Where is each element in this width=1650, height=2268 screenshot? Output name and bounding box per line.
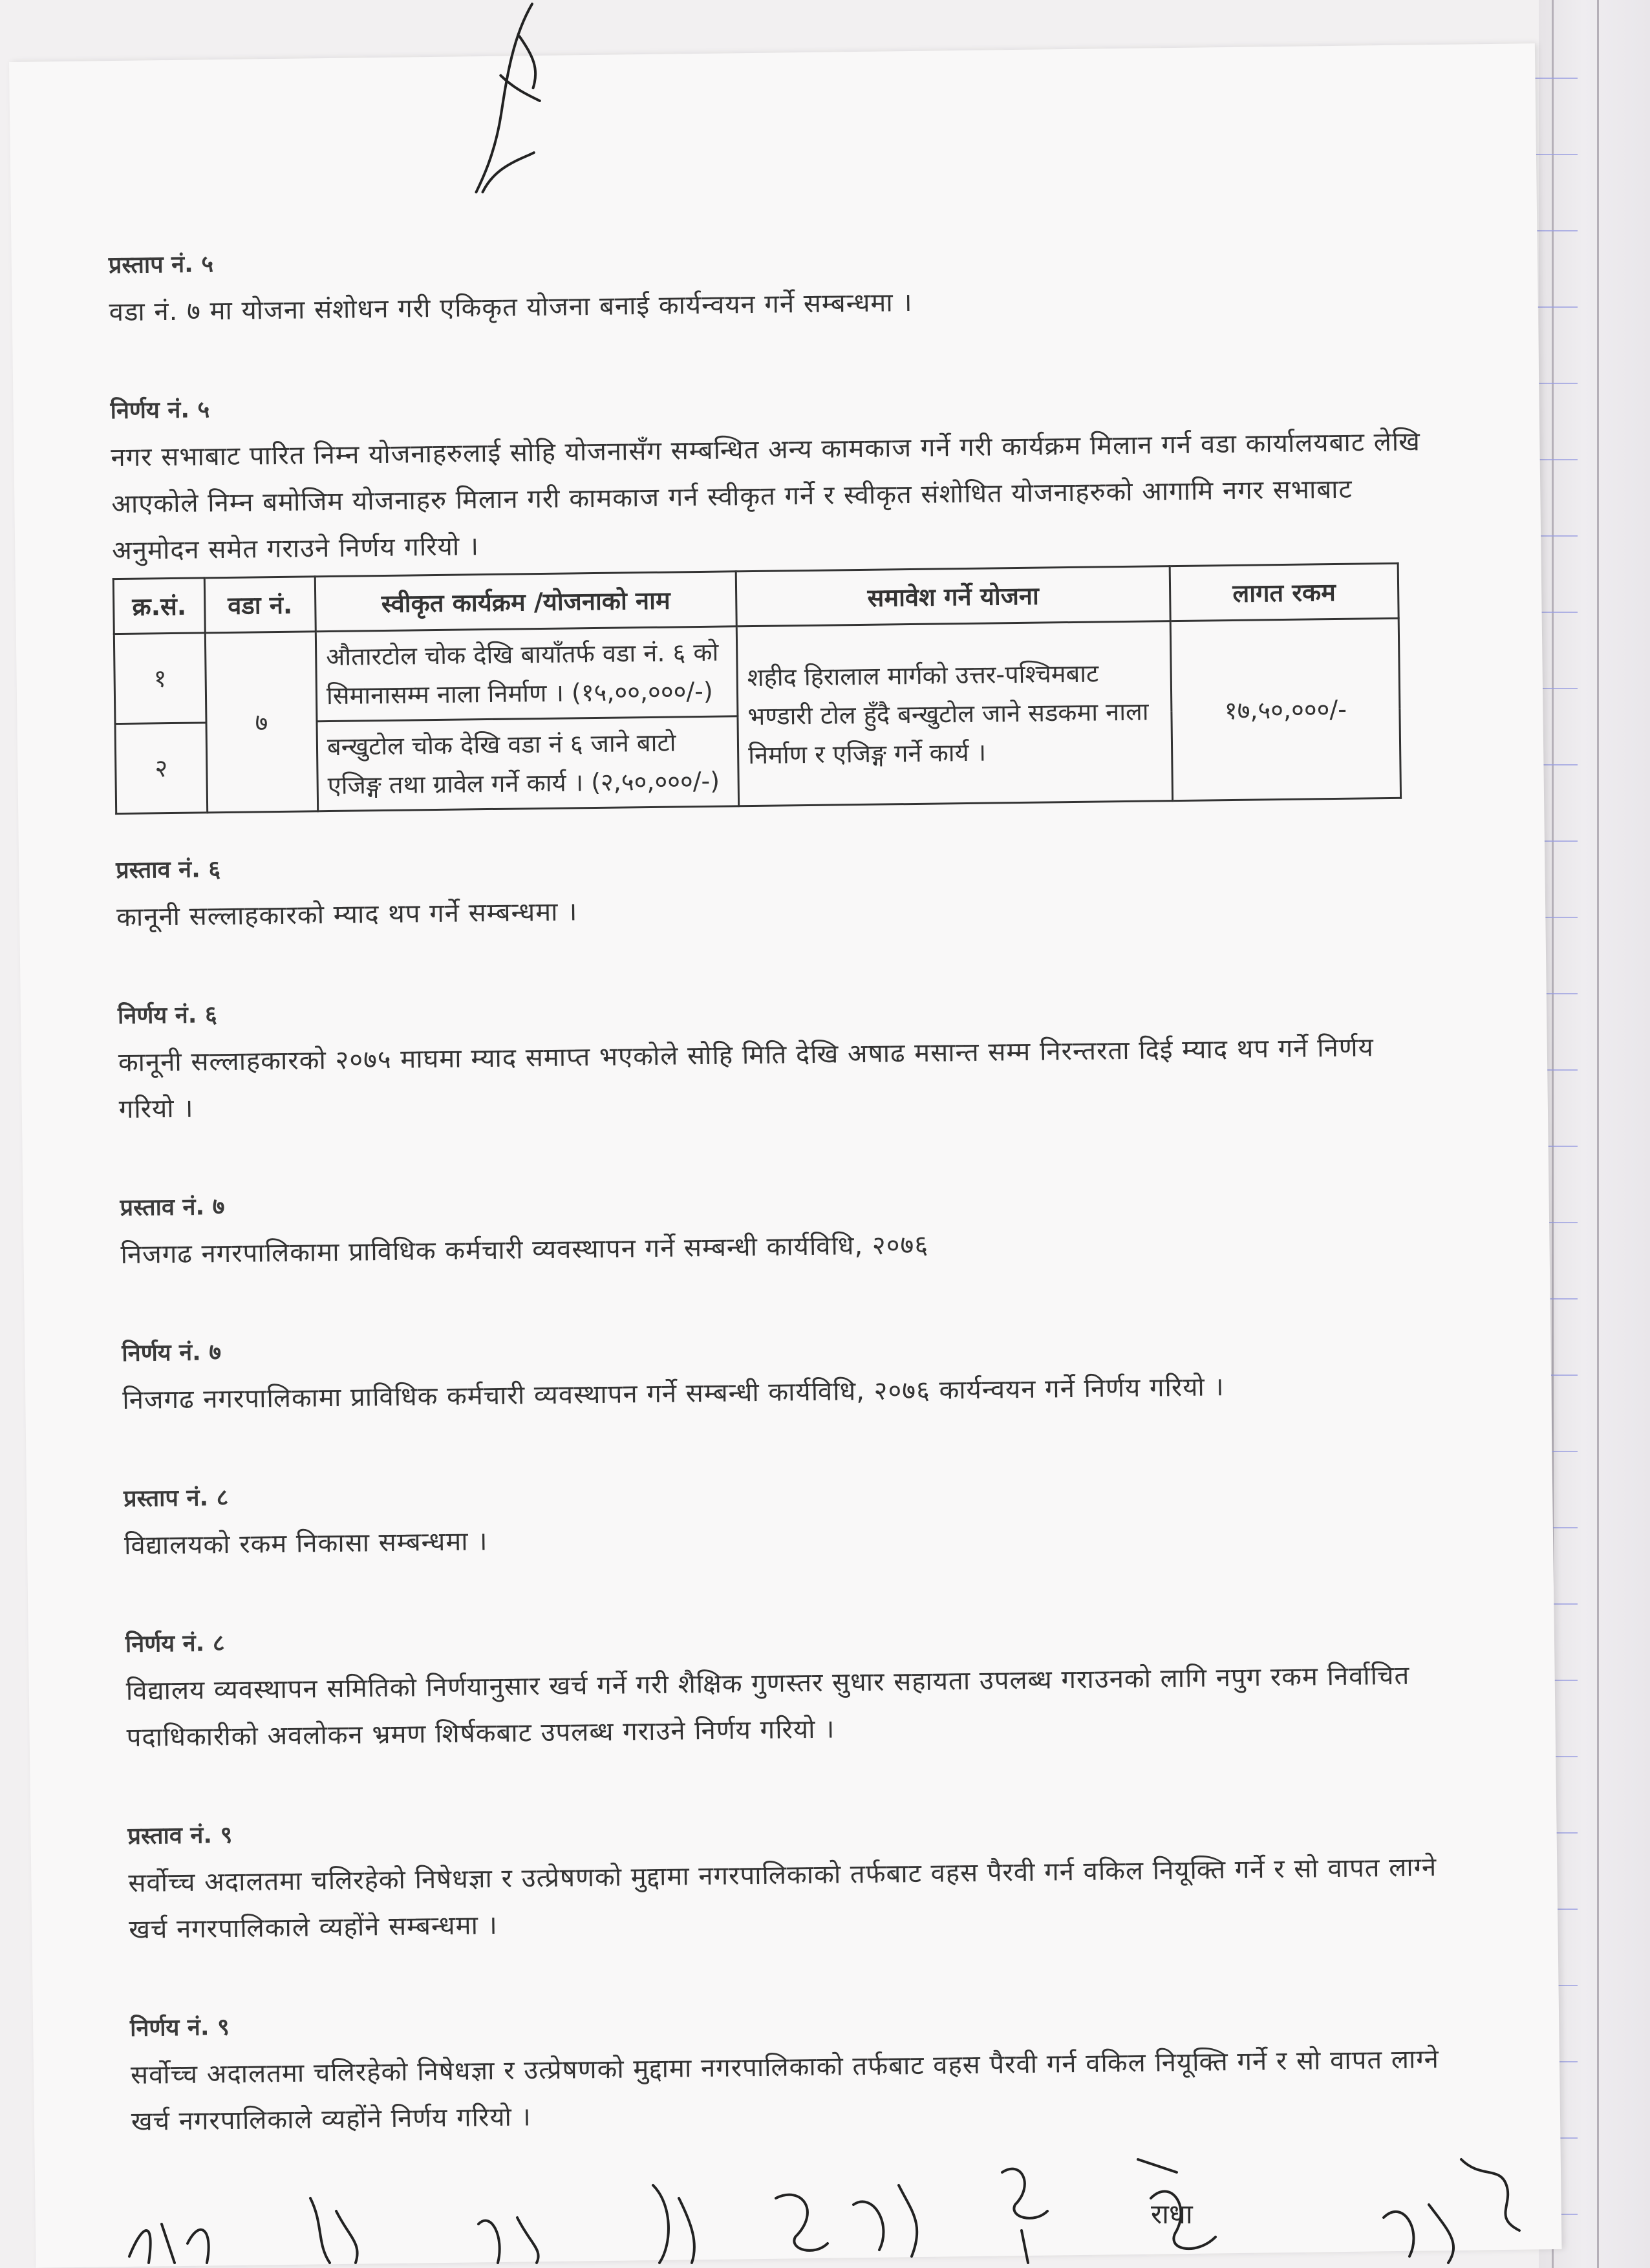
- section-decision-5: [110, 378, 1434, 815]
- column-header: वडा नं.: [204, 577, 316, 633]
- signature-label: राधा: [1151, 2198, 1193, 2230]
- section-text: विद्यालय व्यवस्थापन समितिको निर्णयानुसार खर्च गर्ने गरी शैक्षिक गुणस्तर सुधार सहायता उपलब्ध गराउनको लागि नपुग रकम निर्वाचित पदाधिकारीको अवलोकन भ्रमण शिर्षकबाट उपलब्ध गराउने निर्णय गरियो ।: [125, 1660, 1410, 1753]
- section-heading: प्रस्ताप नं. ५: [108, 251, 214, 279]
- section-decision-7: [122, 1320, 1441, 1424]
- section-heading: निर्णय नं. ५: [110, 396, 210, 425]
- section-heading: प्रस्ताप नं. ८: [123, 1484, 229, 1512]
- section-decision-6: [118, 983, 1438, 1133]
- signatures: [116, 2146, 1539, 2268]
- section-proposal-9: [127, 1803, 1448, 1953]
- section-proposal-7: [120, 1175, 1439, 1278]
- column-header: लागत रकम: [1170, 563, 1398, 621]
- table-row: [114, 618, 1400, 723]
- section-text: सर्वोच्च अदालतमा चलिरहेको निषेधज्ञा र उत्प्रेषणको मुद्दामा नगरपालिकाको तर्फबाट वहस पैरवी गर्न वकिल नियूक्ति गर्ने र सो वापत लाग्ने खर्च नगरपालिकाले व्यहोंने सम्बन्धमा ।: [128, 1852, 1437, 1945]
- section-decision-8: [125, 1611, 1446, 1761]
- document-body: [109, 232, 1451, 2145]
- section-heading: निर्णय नं. ८: [125, 1630, 225, 1658]
- section-text: सर्वोच्च अदालतमा चलिरहेको निषेधज्ञा र उत्प्रेषणको मुद्दामा नगरपालिकाको तर्फबाट वहस पैरवी गर्न वकिल नियूक्ति गर्ने र सो वापत लाग्ने खर्च नगरपालिकाले व्यहोंने निर्णय गरियो ।: [130, 2044, 1440, 2137]
- section-text: नगर सभाबाट पारित निम्न योजनाहरुलाई सोहि योजनासँग सम्बन्धित अन्य कामकाज गर्ने गरी कार्यक्रम मिलान गर्न वडा कार्यालयबाट लेखि आएकोले निम्न बमोजिम योजनाहरु मिलान गरी कामकाज गर्न स्वीकृत गर्ने र स्वीकृत संशोधित योजनाहरुको आगामि नगर सभाबाट अनुमोदन समेत गराउने निर्णय गरियो ।: [111, 427, 1421, 566]
- section-text: निजगढ नगरपालिकामा प्राविधिक कर्मचारी व्यवस्थापन गर्ने सम्बन्धी कार्यविधि, २०७६ कार्यन्वयन गर्ने निर्णय गरियो ।: [122, 1372, 1225, 1416]
- row-serial: २: [115, 723, 208, 814]
- handwritten-mark: [455, 0, 567, 212]
- section-text: निजगढ नगरपालिकामा प्राविधिक कर्मचारी व्यवस्थापन गर्ने सम्बन्धी कार्यविधि, २०७६: [120, 1230, 929, 1270]
- column-header: स्वीकृत कार्यक्रम /योजनाको नाम: [315, 572, 736, 632]
- program-name: औतारटोल चोक देखि बायाँतर्फ वडा नं. ६ को सिमानासम्म नाला निर्माण । (१५,००,०००/-): [316, 626, 738, 722]
- section-decision-9: [130, 1995, 1450, 2145]
- section-heading: प्रस्ताव नं. ७: [120, 1193, 225, 1222]
- section-heading: प्रस्ताव नं. ९: [127, 1821, 233, 1850]
- section-text: कानूनी सल्लाहकारको म्याद थप गर्ने सम्बन्धमा ।: [116, 897, 578, 933]
- column-header: समावेश गर्ने योजना: [736, 566, 1170, 626]
- section-text: कानूनी सल्लाहकारको २०७५ माघमा म्याद समाप्त भएकोले सोहि मिति देखि अषाढ मसान्त सम्म निरन्तरता दिई म्याद थप गर्ने निर्णय गरियो ।: [118, 1032, 1375, 1125]
- section-heading: निर्णय नं. ९: [129, 2014, 230, 2042]
- section-proposal-6: [116, 837, 1435, 941]
- section-text: वडा नं. ७ मा योजना संशोधन गरी एकिकृत योजना बनाई कार्यन्वयन गर्ने सम्बन्धमा ।: [109, 287, 913, 328]
- document-page: [9, 43, 1562, 2268]
- section-proposal-8: [123, 1466, 1443, 1569]
- plan-table: [112, 562, 1402, 815]
- column-header: क्र.सं.: [113, 578, 205, 634]
- section-heading: निर्णय नं. ७: [122, 1339, 222, 1367]
- section-proposal-5: [109, 232, 1428, 336]
- program-name: बन्खुटोल चोक देखि वडा नं ६ जाने बाटो एजिङ्ग तथा ग्रावेल गर्ने कार्य । (२,५०,०००/-): [317, 716, 739, 811]
- ward-number: ७: [205, 632, 317, 813]
- section-text: विद्यालयको रकम निकासा सम्बन्धमा ।: [123, 1526, 488, 1561]
- row-serial: १: [114, 633, 206, 724]
- merged-plan: शहीद हिरालाल मार्गको उत्तर-पश्चिमबाट भण्डारी टोल हुँदै बन्खुटोल जाने सडकमा नाला निर्माण र एजिङ्ग गर्ने कार्य ।: [736, 621, 1172, 806]
- page-edge-line: [1597, 0, 1599, 2268]
- section-heading: प्रस्ताव नं. ६: [116, 856, 221, 884]
- section-heading: निर्णय नं. ६: [117, 1001, 217, 1030]
- cost-amount: १७,५०,०००/-: [1170, 618, 1400, 800]
